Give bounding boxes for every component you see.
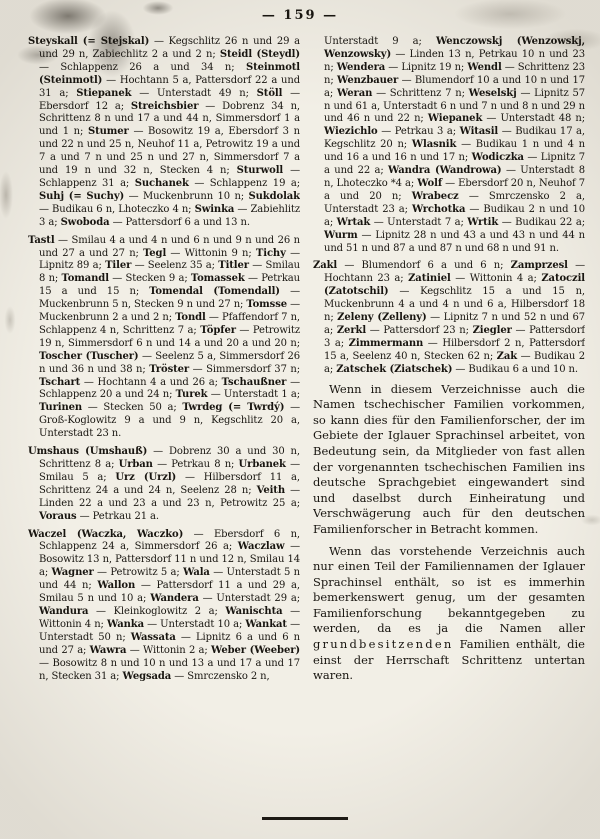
entry-text: — Petrkau 21 a.: [76, 510, 160, 522]
surname: Urbanek: [238, 459, 286, 470]
entry-text: — Seelenz 5 a, Simmersdorf 26 n und 36 n und 38 n;: [39, 350, 300, 375]
entry-text: — Bosowitz 8 n und 10 n und 13 a und 17 a und 17 n, Stecken 31 a;: [39, 657, 300, 682]
entry-text: — Blumendorf 6 a und 6 n;: [337, 260, 511, 272]
surname: Stöll: [256, 87, 283, 99]
surname: Wurm: [324, 229, 358, 241]
surname: Wandera: [150, 593, 199, 605]
surname: Tondl: [175, 312, 206, 324]
entry-text: Familien enthält, die einst der Herrschaft Schrittenz untertan waren.: [313, 637, 585, 683]
left-column: [28, 36, 300, 825]
entry-text: — Hochtann 5 a, Pattersdorf 22 a und 31 a;: [39, 74, 300, 99]
surname: Wendera: [336, 61, 386, 73]
entry-text: — Stecken 50 a;: [82, 402, 183, 414]
entry-text: — Hilbersdorf 2 n, Pattersdorf 15 a, Seelenz 40 n, Stecken 62 n;: [324, 337, 585, 362]
entry-text: — Groß-Koglowitz 9 a und 9 n, Kegschlitz 20 a, Unterstadt 23 n.: [39, 402, 300, 440]
surname: Titler: [218, 260, 249, 272]
surname: Turek: [175, 389, 208, 401]
surname: Zakl: [313, 260, 338, 272]
surname: Tichy: [255, 247, 286, 259]
surname: Wolf: [417, 177, 443, 189]
entry-text: — Unterstadt 8 n, Lhoteczko *4 a;: [324, 165, 585, 189]
entry-text: — Dobrenz 34 n, Schrittenz 8 n und 17 a und 44 n, Simmersdorf 1 a und 1 n;: [39, 100, 300, 138]
entry-text: — Lipnitz 19 n;: [385, 61, 468, 73]
surname: Wala: [183, 567, 210, 579]
entry-text: — Muckenbrunn 2 a und 2 n;: [39, 299, 300, 324]
entry-text: — Kegschlitz 15 a und 15 n, Muckenbrunn 4 a und 4 n und 6 a, Hilbersdorf 18 n;: [324, 286, 585, 324]
surname: Umshaus (Umshauß): [28, 446, 148, 458]
surname: Zatschek (Ziatschek): [336, 363, 453, 375]
surname: Stumer: [88, 126, 129, 138]
surname: Streichsbier: [130, 100, 199, 112]
entry-text: — Wittonin 4 n;: [39, 605, 300, 630]
entry-text: — Smilau 8 n;: [39, 260, 300, 285]
entry-text: — Linden 13 n, Petrkau 10 n und 23 n;: [324, 48, 585, 73]
prose-paragraph: [313, 382, 585, 538]
surname: Voraus: [39, 510, 77, 522]
surname: Twrdeg (= Twrdý): [182, 402, 285, 414]
entry-text: — Lipnitz 89 a;: [39, 247, 300, 272]
entry-paragraph: [313, 260, 585, 376]
surname: Wanischta: [225, 605, 283, 617]
entry-text: — Simmersdorf 37 n;: [189, 363, 300, 375]
surname: Wegsada: [122, 670, 172, 682]
entry-text: — Petrowitz 19 n, Simmersdorf 6 n und 14 a und 20 a und 20 n;: [39, 324, 300, 349]
entry-text: — Bosowitz 13 n, Pattersdorf 11 n und 12 n, Smilau 14 a;: [39, 541, 300, 579]
surname: Weber (Weeber): [211, 644, 300, 656]
surname: Sturwoll: [236, 165, 284, 177]
entry-text: — Budikau 22 a;: [498, 216, 585, 228]
surname: Steyskall (= Stejskal): [28, 36, 150, 47]
entry-text: — Pattersdorf 11 a und 29 a, Smilau 5 n und 10 a;: [39, 580, 300, 605]
surname: Weran: [336, 87, 373, 99]
surname: Wrchotka: [412, 203, 466, 215]
surname: Waczel (Waczka, Waczko): [28, 528, 184, 540]
entry-text: — Schrittenz 7 n;: [372, 87, 469, 99]
surname: Wagner: [51, 567, 94, 579]
entry-text: — Petrkau 8 n;: [152, 459, 239, 470]
surname: Waczlaw: [237, 541, 285, 553]
entry-text: — Bosowitz 19 a, Ebersdorf 3 n und 22 n und 25 n, Neuhof 11 a, Petrowitz 19 a und 7 a und 7 n und 25 n und 27 n, Simmersdorf 7 a und 19 n und 32 n, Stecken 4 n;: [39, 126, 300, 177]
entry-text: — Zabiehlitz 3 a;: [39, 203, 300, 228]
surname: Tomsse: [246, 299, 287, 311]
entry-paragraph: [313, 36, 585, 255]
entry-text: — Pfaffendorf 7 n, Schlappenz 4 n, Schrittenz 7 a;: [39, 312, 300, 336]
entry-text: — Budikau 2 a;: [324, 350, 585, 375]
entry-text: — Lipnitz 28 n und 43 a und 43 n und 44 n und 51 n und 87 a und 87 n und 68 n und 91 n.: [324, 229, 585, 254]
entry-text: — Smrczensko 2 n,: [171, 670, 270, 682]
entry-text: — Schlappenz 31 a;: [39, 165, 300, 189]
surname: Wallon: [97, 580, 136, 592]
entry-paragraph: [28, 446, 300, 523]
surname: Wrtak: [336, 216, 371, 228]
surname: Wenczowskj (Wenzowskj, Wenzowsky): [324, 36, 585, 60]
entry-text: — Lipnitz 57 n und 61 a, Unterstadt 6 n und 7 n und 8 n und 29 n und 46 n und 22 n;: [324, 87, 585, 125]
entry-text: — Unterstadt 29 a;: [198, 593, 300, 605]
surname: Wendl: [467, 61, 502, 73]
entry-text: — Ebersdorf 20 n, Neuhof 7 a und 20 n;: [324, 177, 585, 202]
entry-text: Wenn das vorstehende Verzeichnis auch nur einen Teil der Familiennamen der Iglauer Sprachinsel enthält, so ist es immerhin bemerkenswert genug, um der gesamten Familienforschung bekanntgegeben zu werden, da es ja die Namen aller: [313, 543, 585, 636]
surname: Witasil: [459, 126, 499, 138]
surname: Tröster: [149, 363, 190, 375]
surname: Wanka: [106, 618, 144, 630]
entry-text: — Petrkau 15 a und 15 n;: [39, 273, 300, 298]
surname: Zatoczil (Zatotschil): [324, 273, 585, 298]
entry-text: — Budikau 17 a, Kegschlitz 20 n;: [324, 126, 585, 151]
surname: Wlasnik: [411, 139, 457, 151]
entry-text: — Wittonin 4 a;: [450, 273, 542, 285]
surname: Zamprzesl: [510, 260, 568, 272]
entry-text: — Budikau 6 n, Lhoteczko 4 n;: [39, 203, 195, 215]
surname: Steinmotl (Steinmotl): [39, 61, 300, 86]
entry-text: — Smrczensko 2 a, Unterstadt 23 a;: [324, 190, 585, 215]
entry-text: — Lipnitz 7 a und 22 a;: [324, 152, 585, 177]
surname: Swoboda: [60, 216, 110, 228]
entry-paragraph: [28, 529, 300, 684]
entry-text: — Pattersdorf 6 a und 13 n.: [109, 216, 250, 228]
surname: Wenzbauer: [337, 74, 399, 86]
surname: Veith: [256, 484, 285, 496]
entry-text: — Stecken 9 a;: [108, 273, 191, 285]
surname: Wrabecz: [411, 190, 459, 202]
entry-text: — Budikau 1 n und 4 n und 16 a und 16 n und 17 n;: [324, 139, 585, 164]
entry-text: — Hochtann 23 a;: [324, 260, 585, 285]
surname: Wrtik: [467, 216, 499, 228]
entry-text: — Unterstadt 10 a;: [143, 618, 246, 630]
entry-text: — Muckenbrunn 10 n;: [124, 190, 249, 202]
surname: Tegl: [143, 247, 167, 259]
entry-text: — Unterstadt 1 a;: [207, 389, 300, 401]
entry-text: — Pattersdorf 3 a;: [324, 324, 585, 349]
entry-text: — Unterstadt 48 n;: [482, 113, 585, 125]
surname: Toscher (Tuscher): [39, 350, 139, 362]
entry-text: — Schlappenz 19 a;: [188, 177, 300, 189]
surname: Tomassek: [190, 273, 245, 285]
entry-text: — Schlappenz 20 a und 24 n;: [39, 376, 300, 401]
surname: Urz (Urzl): [115, 471, 177, 483]
entry-text: — Wittonin 9 n;: [166, 247, 256, 259]
entry-paragraph: [28, 235, 300, 442]
text-columns: [28, 36, 586, 825]
entry-text: — Kegschlitz 26 n und 29 a und 29 n, Zabiechlitz 2 a und 2 n;: [39, 36, 300, 60]
surname: Wawra: [89, 644, 127, 656]
entry-text: — Hochtann 4 a und 26 a;: [80, 376, 222, 388]
surname: Tschart: [39, 376, 81, 388]
entry-text: — Seelenz 35 a;: [131, 260, 219, 272]
entry-text: — Ebersdorf 6 n, Schlappenz 24 a, Simmersdorf 26 a;: [39, 528, 300, 553]
surname: Ziegler: [472, 324, 512, 336]
entry-text: — Unterstadt 7 a;: [370, 216, 468, 228]
surname: Zatiniel: [408, 273, 451, 285]
entry-text: — Smilau 5 a;: [39, 459, 300, 483]
entry-text: — Unterstadt 5 n und 44 n;: [39, 567, 300, 592]
surname: Wankat: [245, 618, 287, 630]
entry-text: — Kleinkoglowitz 2 a;: [88, 605, 226, 617]
entry-text: Unterstadt 9 a;: [324, 36, 436, 47]
page-number: — 159 —: [261, 8, 339, 23]
entry-text: — Budikau 6 a und 10 n.: [452, 363, 578, 375]
surname: Urban: [118, 459, 153, 470]
entry-text: — Wittonin 2 a;: [126, 644, 212, 656]
surname: Turinen: [39, 402, 83, 414]
entry-text: — Lipnitz 6 a und 6 n und 27 a;: [39, 631, 300, 656]
right-column: [313, 36, 585, 825]
entry-text: — Lipnitz 7 n und 52 n und 67 a;: [324, 312, 585, 336]
entry-text: — Smilau 4 a und 4 n und 6 n und 9 n und 26 n und 27 a und 27 n;: [39, 234, 300, 259]
surname: Tschaußner: [221, 376, 287, 388]
entry-text: — Blumendorf 10 a und 10 n und 17 a;: [324, 74, 585, 99]
surname: Tiler: [105, 260, 132, 272]
entry-text: — Petrowitz 5 a;: [93, 567, 184, 579]
entry-text: — Ebersdorf 12 a;: [39, 87, 300, 112]
surname: Zimmermann: [348, 337, 424, 349]
surname: Zak: [496, 350, 518, 362]
entry-text: — Linden 22 a und 23 a und 23 n, Petrowitz 25 a;: [39, 484, 300, 509]
surname: Suchanek: [134, 177, 189, 189]
section-divider: [262, 817, 348, 820]
entry-paragraph: [28, 36, 300, 230]
surname: Zeleny (Zelleny): [337, 312, 427, 324]
entry-text: Wenn in diesem Verzeichnisse auch die Namen tschechischer Familien vorkommen, so kann dies für den Familienforscher, der im Gebiete der Iglauer Sprachinsel arbeitet, von Bedeutung sein, da Mitglieder von fast allen der vorgenannten tschechischen Familien ins deutsche Sprachgebiet eingewandert sind und daselbst durch Einheiratung und Verschwägerung auch für den deutschen Familienforscher in Betracht kommen.: [313, 381, 585, 536]
entry-text: — Unterstadt 49 n;: [131, 87, 257, 99]
surname: Wiepanek: [427, 113, 483, 125]
prose-paragraph: [313, 544, 585, 684]
surname: Sukdolak: [248, 190, 300, 202]
entry-text: — Petrkau 3 a;: [377, 126, 460, 138]
entry-text: — Pattersdorf 23 n;: [366, 324, 473, 336]
surname: Zerkl: [336, 324, 367, 336]
entry-text: — Budikau 2 n und 10 a;: [324, 203, 585, 228]
surname: Wiezichlo: [324, 126, 378, 138]
surname: Wodiczka: [471, 152, 524, 164]
surname: Suhj (= Suchy): [39, 190, 125, 202]
surname: Tastl: [28, 234, 55, 246]
surname: Tomandl: [61, 273, 109, 285]
entry-text: — Schrittenz 23 n;: [324, 61, 585, 86]
entry-text: — Unterstadt 50 n;: [39, 618, 300, 643]
entry-text: — Schlappenz 26 a und 34 n;: [39, 61, 246, 73]
surname: Tomendal (Tomendall): [149, 286, 280, 298]
surname: Wandra (Wandrowa): [388, 165, 502, 177]
surname: Stiepanek: [76, 87, 132, 99]
surname: Wandura: [39, 605, 89, 617]
surname: Wassata: [130, 631, 176, 643]
surname: Töpfer: [200, 324, 236, 336]
entry-text: — Hilbersdorf 11 a, Schrittenz 24 a und 24 n, Seelenz 28 n;: [39, 471, 300, 496]
surname: Weselskj: [468, 87, 517, 99]
surname: Swinka: [194, 203, 235, 215]
surname: Steidl (Steydl): [219, 48, 300, 60]
entry-text: — Dobrenz 30 a und 30 n, Schrittenz 8 a;: [39, 446, 300, 470]
entry-text: — Muckenbrunn 5 n, Stecken 9 n und 27 n;: [39, 286, 300, 311]
emphasized-spaced-text: grundbesitzenden: [313, 637, 454, 652]
